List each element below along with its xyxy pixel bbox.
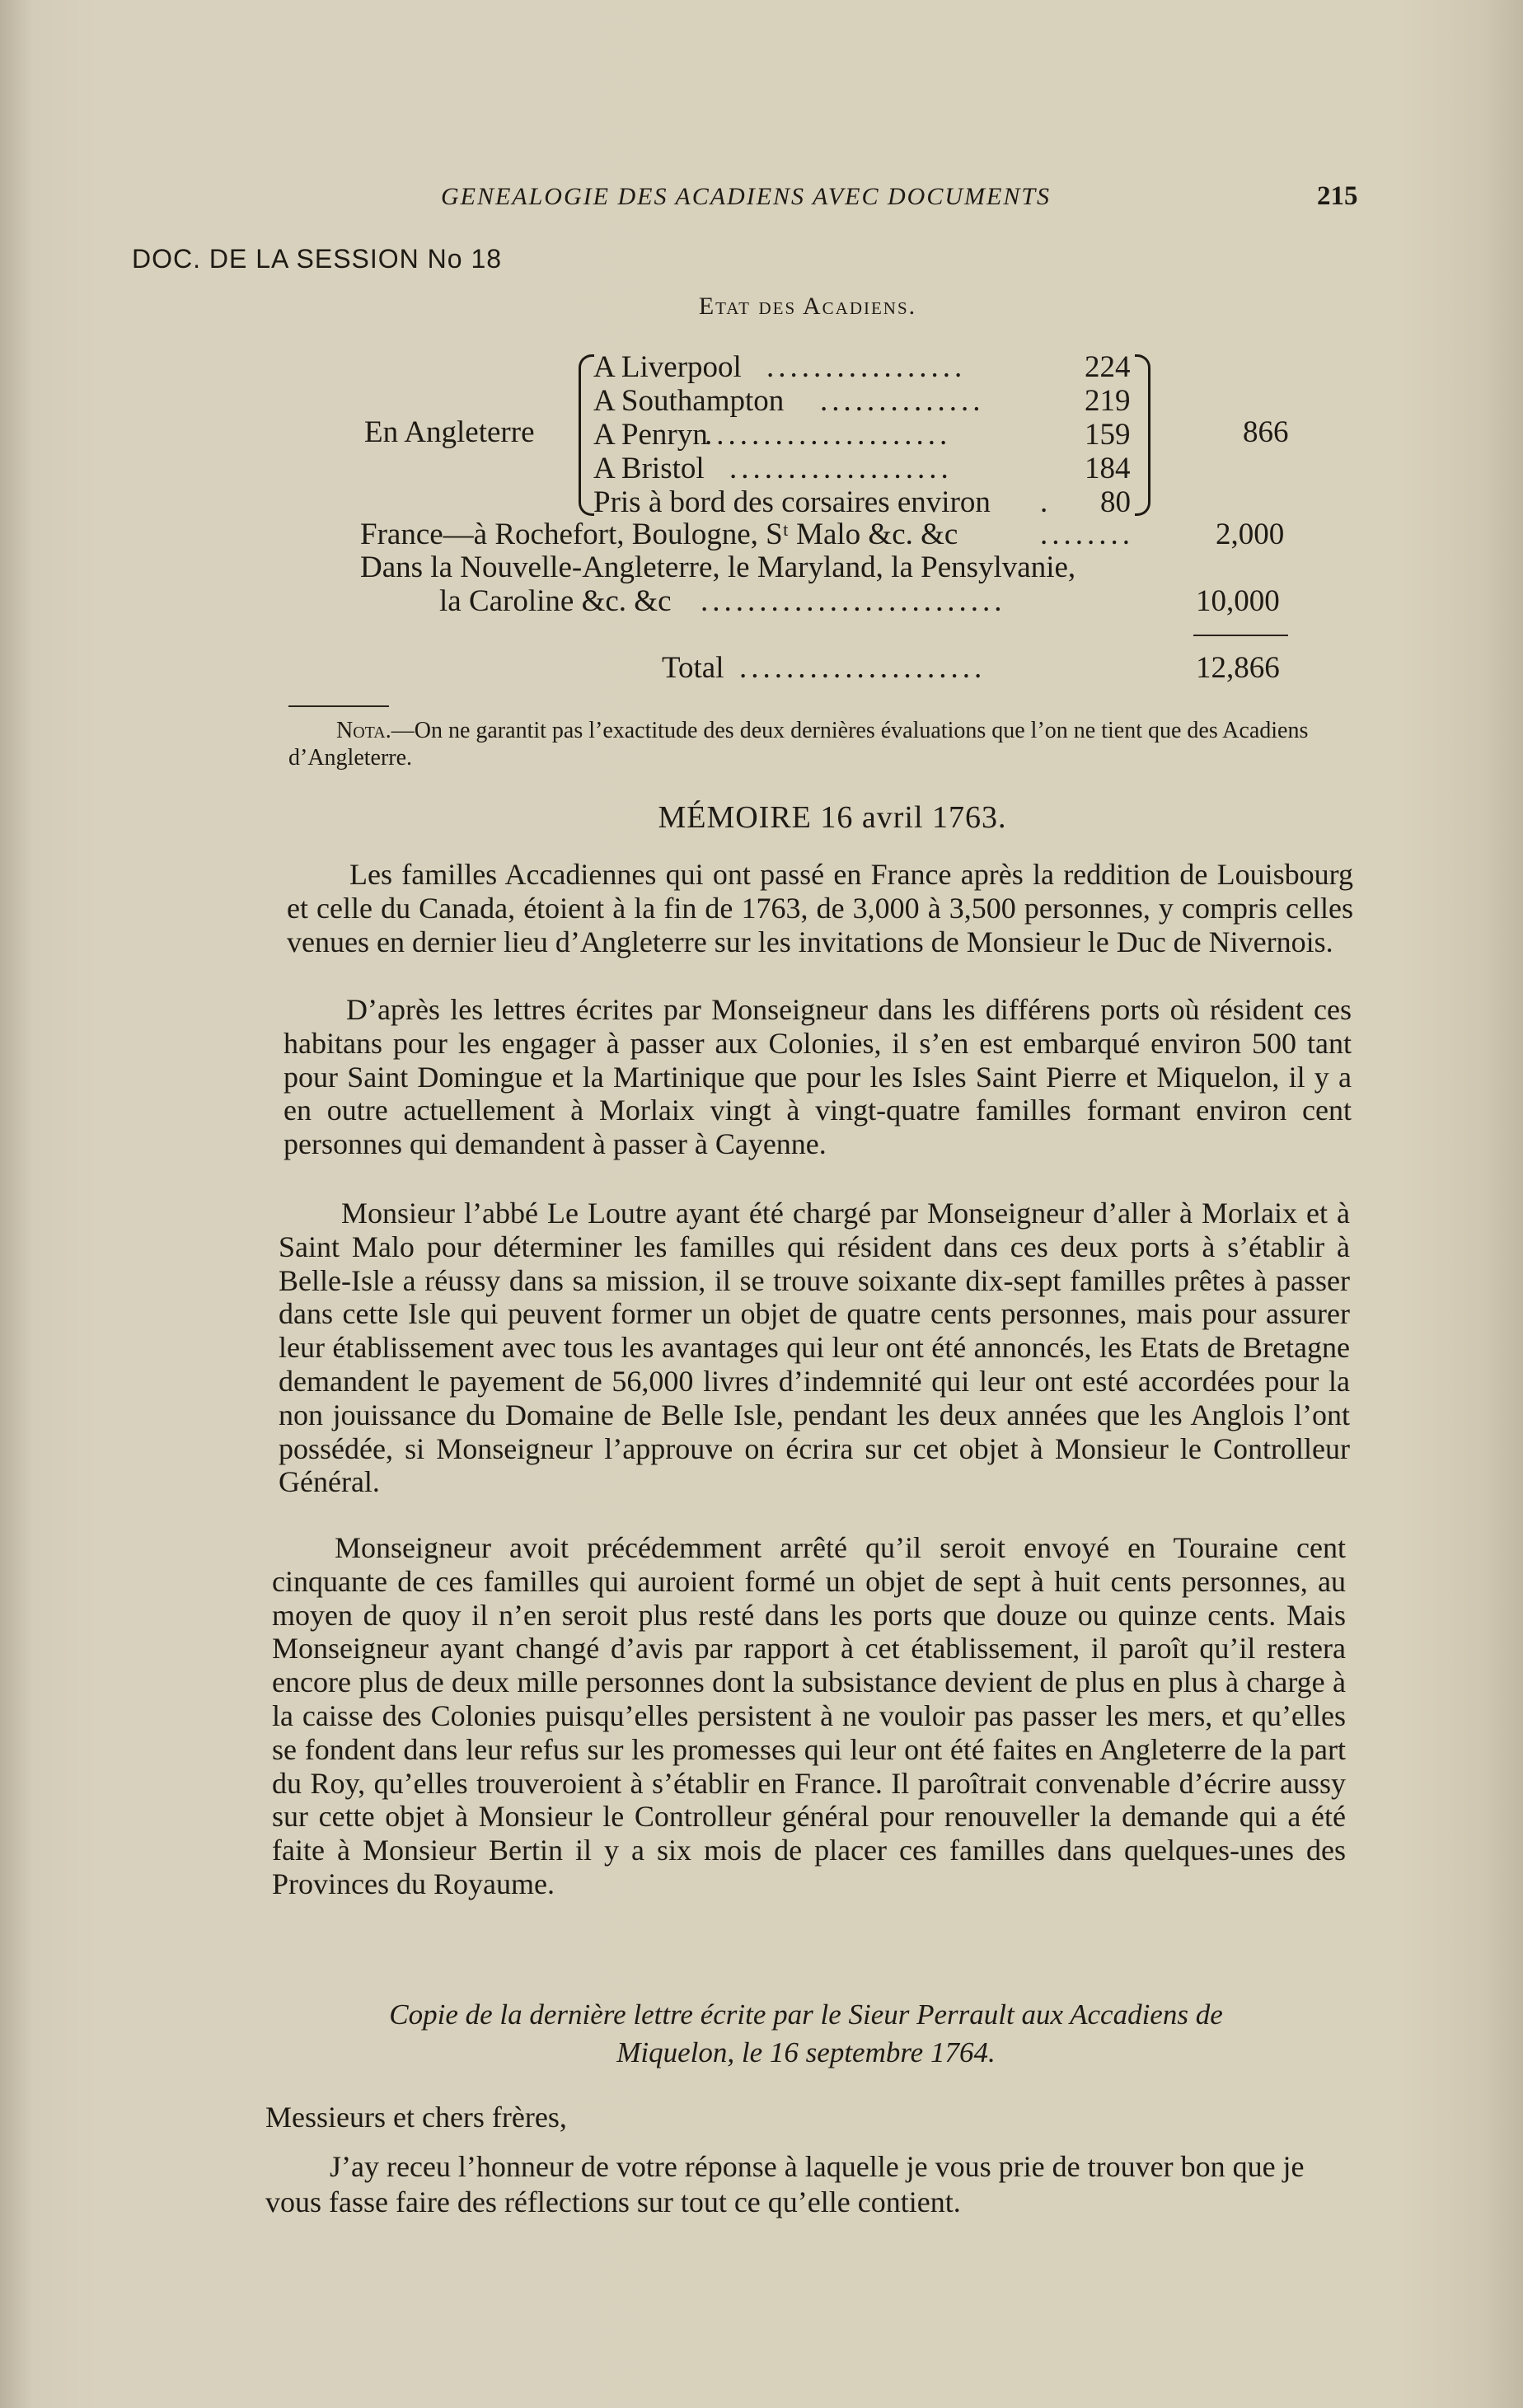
france-label: France—à Rochefort, Boulogne, Sᵗ Malo &c. &c xyxy=(360,518,958,551)
letter-heading xyxy=(270,1996,1342,2072)
total-label: Total xyxy=(662,651,724,685)
france-value: 2,000 xyxy=(1216,518,1285,551)
nouvelle-line-2: la Caroline &c. &c xyxy=(439,584,672,618)
angleterre-label: En Angleterre xyxy=(364,415,535,449)
memoire-paragraph: D’après les lettres écrites par Monseigneur dans les différens ports où résident ces habitans pour les engager à passer aux Colonies, il s’en est embarqué environ 500 tant pour Saint Domingue et la Martinique que pour les Isles Saint Pierre et Miquelon, il y a en outre actuellement à Morlaix vingt à vingt-quatre familles formant environ cent personnes qui demandent à passer à Cayenne. xyxy=(284,993,1352,1161)
letter-heading-line-2: Miquelon, le 16 septembre 1764. xyxy=(616,2036,996,2068)
leader-dots: ..................... xyxy=(705,418,952,452)
right-brace xyxy=(1135,354,1150,516)
row-label: A Penryn xyxy=(593,418,708,452)
row-value: 159 xyxy=(1085,418,1131,452)
row-value: 184 xyxy=(1085,452,1131,485)
leader-dots: ................. xyxy=(766,350,967,384)
row-label: A Liverpool xyxy=(593,350,742,384)
memoire-title: MÉMOIRE 16 avril 1763. xyxy=(658,800,1007,835)
nota-lead: Nota. xyxy=(336,718,391,743)
running-title: GENEALOGIE DES ACADIENS AVEC DOCUMENTS xyxy=(440,183,1052,210)
nota-text: —On ne garantit pas l’exactitude des deux dernières évaluations que l’on ne tient que des Acadiens d’Angleterre. xyxy=(288,718,1309,771)
nouvelle-value: 10,000 xyxy=(1196,584,1280,618)
leader-dots: . xyxy=(1040,485,1052,519)
salutation: Messieurs et chers frères, xyxy=(265,2101,567,2134)
leader-dots: ................... xyxy=(729,452,953,485)
row-label: A Southampton xyxy=(593,384,785,418)
row-label: A Bristol xyxy=(593,452,705,485)
memoire-paragraph: Les familles Accadiennes qui ont passé en France après la reddition de Louisbourg et celle du Canada, étoient à la fin de 1763, de 3,000 à 3,500 personnes, y compris celles venues en dernier lieu d’Angleterre sur les invitations de Monsieur le Duc de Nivernois. xyxy=(287,858,1353,958)
leader-dots: .......................... xyxy=(701,584,1006,618)
letter-paragraph: J’ay receu l’honneur de votre réponse à laquelle je vous prie de trouver bon que je vous fasse faire des réflections sur tout ce qu’elle contient. xyxy=(265,2150,1305,2218)
sum-rule xyxy=(1193,635,1288,636)
row-value: 80 xyxy=(1100,485,1131,519)
row-value: 219 xyxy=(1085,384,1131,418)
leader-dots: ..................... xyxy=(739,651,986,685)
leader-dots: ........ xyxy=(1040,518,1134,551)
total-value: 12,866 xyxy=(1196,651,1280,685)
row-value: 224 xyxy=(1085,350,1131,384)
nouvelle-line-1: Dans la Nouvelle-Angleterre, le Maryland, la Pensylvanie, xyxy=(360,550,1076,584)
page-number: 215 xyxy=(1317,181,1358,211)
memoire-paragraph: Monsieur l’abbé Le Loutre ayant été chargé par Monseigneur d’aller à Morlaix et à Saint Malo pour déterminer les familles qui résident dans ces deux ports à s’établir à Belle-Isle a réussy dans sa mission, il se trouve soixante dix-sept familles prêtes à passer dans cette Isle qui peuvent former un objet de quatre cents personnes, mais pour assurer leur établissement avec tous les avantages qui leur ont été annoncés, les Etats de Bretagne demandent le payement de 56,000 livres d’indemnité qui leur ont esté accordées pour la non jouissance du Domaine de Belle Isle, pendant les deux années que les Anglois l’ont possédée, si Monseigneur l’approuve on écrira sur cet objet à Monsieur le Controlleur Général. xyxy=(279,1197,1350,1499)
footnote-rule xyxy=(288,705,389,707)
row-label: Pris à bord des corsaires environ xyxy=(593,485,991,519)
angleterre-total: 866 xyxy=(1243,415,1289,449)
letter-heading-line-1: Copie de la dernière lettre écrite par le Sieur Perrault aux Accadiens de xyxy=(389,1998,1223,2031)
nota-footnote xyxy=(288,717,1360,771)
session-label: DOC. DE LA SESSION No 18 xyxy=(132,244,503,274)
left-brace xyxy=(579,354,594,516)
leader-dots: .............. xyxy=(820,384,985,418)
memoire-paragraph: Monseigneur avoit précédemment arrêté qu’il seroit envoyé en Touraine cent cinquante de ces familles qui auroient formé un objet de sept à huit cents personnes, au moyen de quoy il n’en seroit plus resté dans les ports que douze ou quinze cents. Mais Monseigneur ayant changé d’avis par rapport à cet établissement, il paroît qu’il restera encore plus de deux mille personnes dont la subsistance devient de plus en plus à charge à la caisse des Colonies puisqu’elles persistent à ne vouloir pas passer les mers, et qu’elles se fondent dans leur refus sur les promesses qui leur ont été faites en Angleterre de la part du Roy, qu’elles trouveroient à s’établir en France. Il paroîtrait convenable d’écrire aussy sur cette objet à Monsieur le Controlleur général pour renouveller la demande qui a été faite à Monsieur Bertin il y a six mois de placer ces familles dans quelques-unes des Provinces du Royaume. xyxy=(272,1531,1346,1900)
etat-title: Etat des Acadiens. xyxy=(698,293,917,320)
